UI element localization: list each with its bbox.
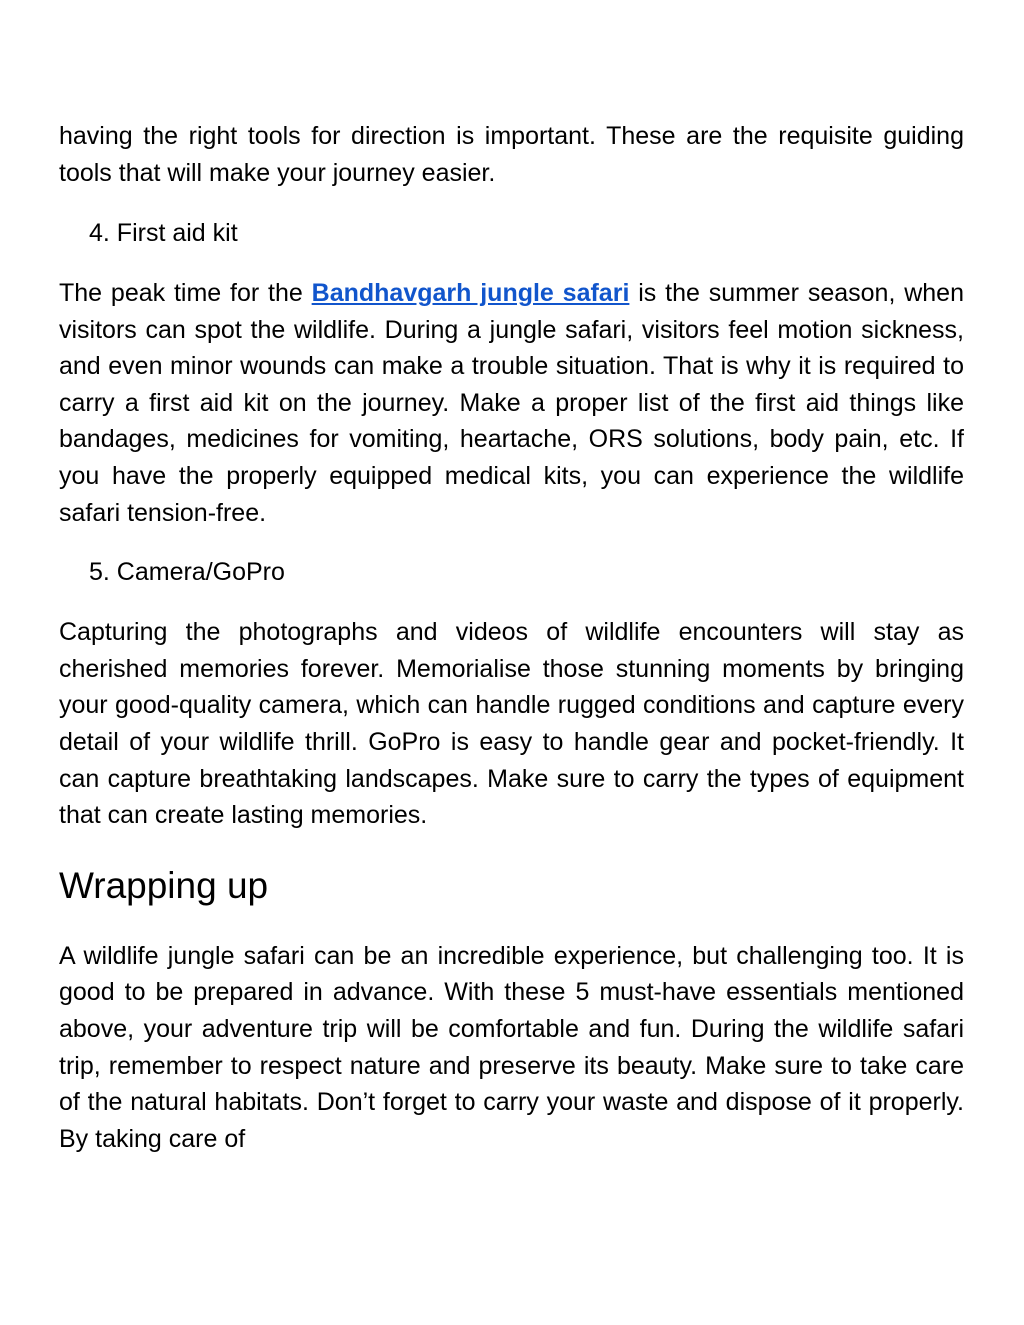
camera-paragraph: Capturing the photographs and videos of wildlife encounters will stay as cherished memories forever. Memorialise those stunning moments by bringing your good-quality camera, which can handle rugged conditions and capture every detail of your wildlife thrill. GoPro is easy to handle gear and pocket-friendly. It can capture breathtaking landscapes. Make sure to carry the types of equipment that can create lasting memories. [59,618,964,830]
first-aid-text-after: is the summer season, when visitors can spot the wildlife. During a jungle safari, visitors feel motion sickness, and even minor wounds can make a trouble situation. That is why it is required to carry a first aid kit on the journey. Make a proper list of the first aid things like bandages, medicines for vomiting, heartache, ORS solutions, body pain, etc. If you have the properly equipped medical kits, you can experience the wildlife safari tension-free. [59,279,964,527]
intro-paragraph: having the right tools for direction is important. These are the requisite guiding tools that will make your journey easier. [59,122,964,187]
first-aid-text-before: The peak time for the [59,279,312,307]
first-aid-paragraph [59,275,964,531]
list-item-camera-gopro: 5. Camera/GoPro [89,558,285,587]
wrapping-up-paragraph: A wildlife jungle safari can be an incredible experience, but challenging too. It is good to be prepared in advance. With these 5 must-have essentials mentioned above, your adventure trip will be comfortable and fun. During the wildlife safari trip, remember to respect nature and preserve its beauty. Make sure to take care of the natural habitats. Don’t forget to carry your waste and dispose of it properly. By taking care of [59,941,964,1153]
wrapping-up-heading: Wrapping up [59,864,269,906]
bandhavgarh-safari-link[interactable]: Bandhavgarh jungle safari [311,279,630,307]
document-page [59,118,964,1157]
list-item-first-aid-kit: 4. First aid kit [89,219,238,247]
